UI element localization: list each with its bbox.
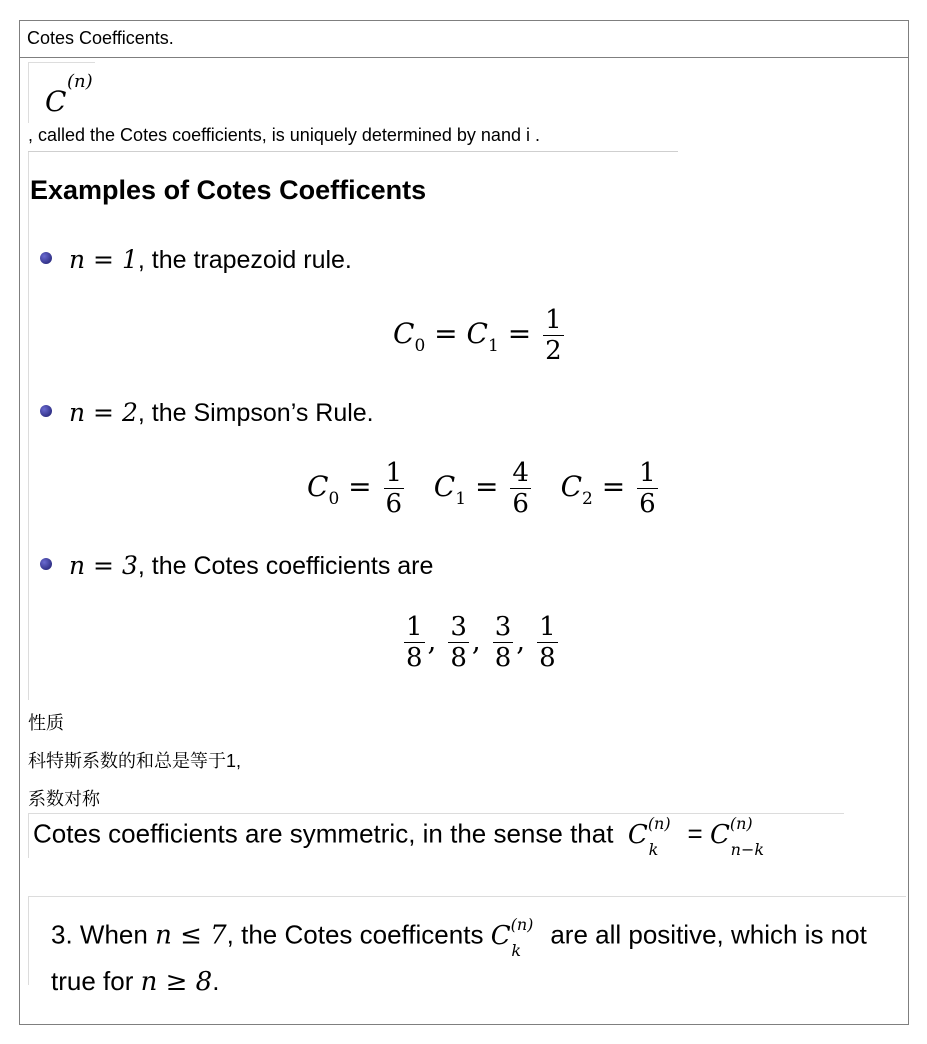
bullet-icon: [40, 558, 52, 570]
document-title: Cotes Coefficents.: [27, 28, 174, 48]
document-frame: [19, 20, 909, 1025]
cotes-symbol-sup: (n): [67, 71, 93, 92]
slide-heading: Examples of Cotes Coefficents: [30, 175, 427, 205]
cotes-symbol-base: C: [45, 85, 67, 118]
example-n1: n = 1, the trapezoid rule.: [40, 245, 352, 275]
equation-trapezoid: $C_0 = C_1$ = $\frac{1}{2}$: [393, 305, 562, 366]
example-n3: n = 3, the Cotes coefficients are: [40, 551, 433, 581]
equation-simpson: $C_0$ = $\frac{1}{6}$ $C_1$ = $\frac{4}{6}$ $C_2$ = $\frac{1}{6}$: [307, 458, 656, 519]
properties-heading: 性质: [28, 713, 64, 733]
symmetric-text: Cotes coefficients are symmetric, in the sense that: [33, 818, 614, 849]
equation-cotes3: $\frac{1}{8}$ , $\frac{3}{8}$ , $\frac{3}{8}$ , $\frac{1}{8}$: [406, 612, 556, 673]
symmetric-image: Cotes coefficients are symmetric, in the sense that $C^{(n)}_k = C^{(n)}_{n-k}$: [28, 813, 844, 858]
bullet-icon: [40, 252, 52, 264]
symmetric-property: 系数对称: [28, 789, 100, 809]
cotes-symbol-image: [28, 62, 95, 123]
example-n2: n = 2, the Simpson’s Rule.: [40, 398, 374, 428]
called-line: , called the Cotes coefficients, is uniquely determined by nand i .: [28, 125, 540, 145]
examples-slide: [28, 152, 679, 700]
sum-property: 科特斯系数的和总是等于1,: [28, 751, 242, 771]
title-row: [20, 21, 908, 58]
bullet-icon: [40, 405, 52, 417]
positivity-image: 3. When n ≤ 7, the Cotes coefficents $C^{(n)}_k$ are all positive, which is not true for n ≥ 8.: [28, 896, 906, 985]
